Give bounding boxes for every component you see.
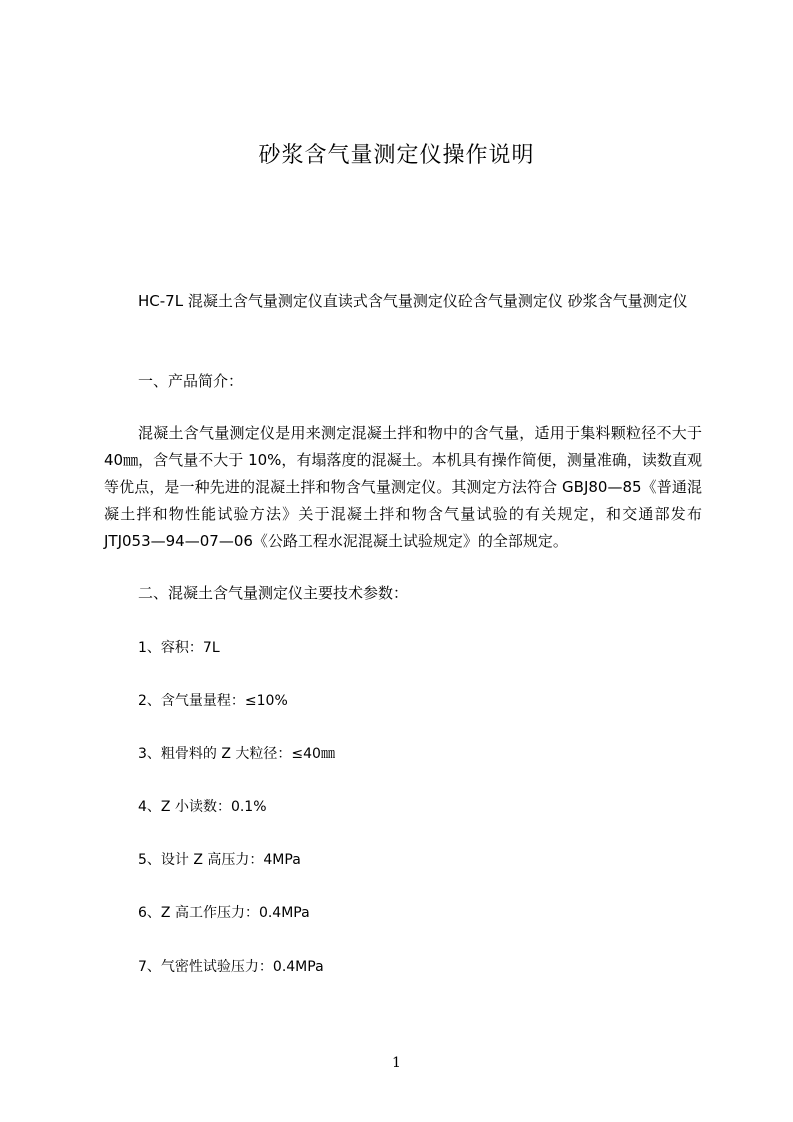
parameter-item: 2、含气量量程：≤10% <box>138 693 288 709</box>
parameter-item: 4、Z 小读数：0.1% <box>138 799 267 815</box>
section-heading-intro: 一、产品简介： <box>138 372 244 390</box>
parameter-item: 6、Z 高工作压力：0.4MPa <box>138 905 310 921</box>
document-title: 砂浆含气量测定仪操作说明 <box>258 143 535 168</box>
parameter-item: 1、容积：7L <box>138 640 220 656</box>
parameter-item: 7、气密性试验压力：0.4MPa <box>138 959 324 975</box>
section-heading-parameters: 二、混凝土含气量测定仪主要技术参数： <box>138 584 409 602</box>
product-description-paragraph: 混凝土含气量测定仪是用来测定混凝土拌和物中的含气量，适用于集料颗粒径不大于 40㎜，含气量不大于 10%，有塌落度的混凝土。本机具有操作简便，测量准确，读数直观等优点，是一种先进的混凝土拌和物含气量测定仪。其测定方法符合 GBJ80—85《普通混凝土拌和物性能试验方法》关于混凝土拌和物含气量试验的有关规定，和交通部发布 JTJ053—94—07—06《公路工程水泥混凝土试验规定》的全部规定。 <box>104 424 702 550</box>
parameter-item: 3、粗骨料的 Z 大粒径：≤40㎜ <box>138 746 335 762</box>
intro-paragraph: HC-7L 混凝土含气量测定仪直读式含气量测定仪砼含气量测定仪 砂浆含气量测定仪 <box>138 292 688 310</box>
page-number: 1 <box>392 1055 401 1071</box>
parameter-item: 5、设计 Z 高压力：4MPa <box>138 852 301 868</box>
